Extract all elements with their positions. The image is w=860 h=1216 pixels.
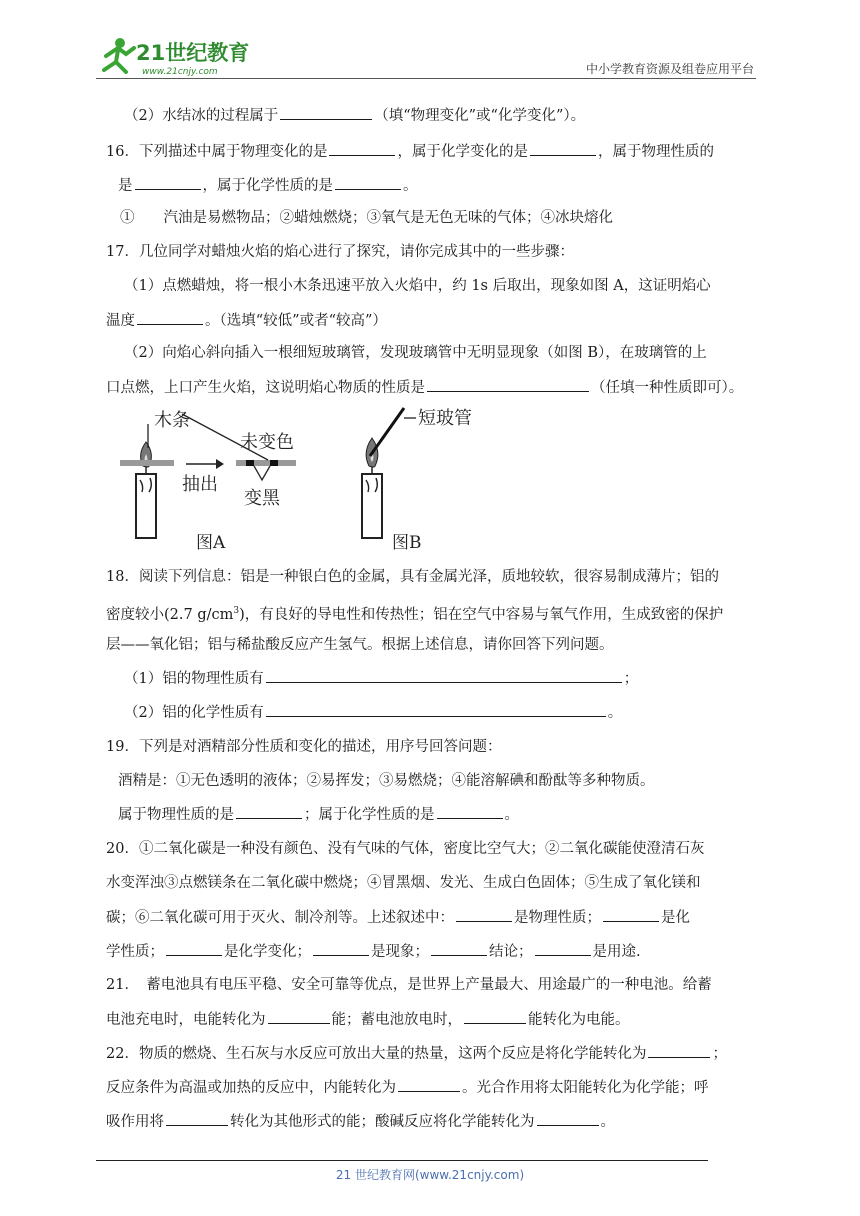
answer-blank[interactable] xyxy=(135,175,201,190)
q22-line2 xyxy=(106,1077,709,1098)
q17-part1-cont xyxy=(106,310,387,331)
q20-text-h: 是用途. xyxy=(592,944,641,960)
q22-text-f: 转化为其他形式的能；酸碱反应将化学能转化为 xyxy=(230,1114,535,1130)
q16-text-b: ，属于化学变化的是 xyxy=(397,144,528,160)
q22-text-e: 吸作用将 xyxy=(106,1114,164,1130)
answer-blank[interactable] xyxy=(266,668,622,683)
q18-line3: 层——氧化铝；铝与稀盐酸反应产生氢气。根据上述信息，请你回答下列问题。 xyxy=(106,637,614,653)
logo-url: www.21cnjy.com xyxy=(142,67,218,77)
q18-density: 密度较小(2.7 g/cm xyxy=(106,606,234,623)
q19-text-c: 。 xyxy=(504,807,519,823)
q20-line3 xyxy=(106,907,690,928)
q17-text-d: （任填一种性质即可）。 xyxy=(591,380,744,396)
q18-part2-end: 。 xyxy=(607,705,623,721)
q17-text-b: 。（选填“较低”或者“较高”） xyxy=(205,313,387,329)
logo-text: 21世纪教育 xyxy=(136,41,250,65)
q18-line2 xyxy=(106,601,723,625)
caption-b: 图B xyxy=(392,533,422,553)
q18-part2 xyxy=(124,702,622,723)
q17-text-a: 温度 xyxy=(106,313,135,329)
q22-text-d: 。光合作用将太阳能转化为化学能；呼 xyxy=(462,1080,709,1096)
q20-text-d: 学性质； xyxy=(106,944,164,960)
wood-stick-before xyxy=(120,460,174,466)
q22-text-g: 。 xyxy=(600,1114,615,1130)
footer-divider xyxy=(96,1160,708,1161)
candle-a xyxy=(136,442,156,538)
answer-blank[interactable] xyxy=(530,141,596,156)
label-pull-out: 抽出 xyxy=(182,474,218,495)
q18-part1 xyxy=(124,668,638,689)
candle-figure xyxy=(120,402,500,554)
answer-blank[interactable] xyxy=(335,175,401,190)
q18-part2-text: （2）铝的化学性质有 xyxy=(124,705,264,721)
q20-line4 xyxy=(106,941,641,962)
answer-blank[interactable] xyxy=(464,1009,526,1024)
q18-part1-text: （1）铝的物理性质有 xyxy=(124,671,264,687)
q16-text-a: 16．下列描述中属于物理变化的是 xyxy=(106,144,328,160)
answer-blank[interactable] xyxy=(266,702,606,717)
q20-text-c: 是化 xyxy=(661,910,690,926)
answer-blank[interactable] xyxy=(431,941,487,956)
superscript-3: 3 xyxy=(233,606,240,616)
q22-text-a: 22．物质的燃烧、生石灰与水反应可放出大量的热量，这两个反应是将化学能转化为 xyxy=(106,1046,647,1062)
answer-blank[interactable] xyxy=(329,141,395,156)
answer-blank[interactable] xyxy=(456,907,512,922)
q21-text-b: 能；蓄电池放电时， xyxy=(331,1012,462,1028)
label-short-tube: 短玻管 xyxy=(418,408,472,429)
caption-a: 图A xyxy=(196,533,226,553)
q19-stem: 19．下列是对酒精部分性质和变化的描述，用序号回答问题： xyxy=(106,739,502,755)
q16-options: ① 汽油是易燃物品；②蜡烛燃烧；③氧气是无色无味的气体；④冰块熔化 xyxy=(120,210,613,226)
q21-text-a: 电池充电时，电能转化为 xyxy=(106,1012,266,1028)
answer-blank[interactable] xyxy=(648,1043,710,1058)
candle-b xyxy=(362,408,404,538)
q16-line1 xyxy=(106,141,714,162)
answer-blank[interactable] xyxy=(166,1111,228,1126)
q22-text-b: ； xyxy=(712,1046,727,1062)
q19-text-b: ；属于化学性质的是 xyxy=(304,807,435,823)
q20-text-a: 碳；⑥二氧化碳可用于灭火、制冷剂等。上述叙述中： xyxy=(106,910,454,926)
q17-part1: （1）点燃蜡烛，将一根小木条迅速平放入火焰中，约 1s 后取出，现象如图 A，这证明焰心 xyxy=(124,278,711,294)
q19-text-a: 属于物理性质的是 xyxy=(118,807,234,823)
answer-blank[interactable] xyxy=(313,941,369,956)
answer-blank[interactable] xyxy=(603,907,659,922)
q16-text-c: ，属于物理性质的 xyxy=(597,144,714,160)
q20-text-b: 是物理性质； xyxy=(514,910,601,926)
q18-text-b: )，有良好的导电性和传热性；铝在空气中容易与氧气作用，生成致密的保护 xyxy=(239,606,724,623)
platform-name: 中小学教育资源及组卷应用平台 xyxy=(585,62,754,76)
answer-blank[interactable] xyxy=(398,1077,460,1092)
q15-part2-text: （2）水结冰的过程属于 xyxy=(124,108,279,124)
q17-part2-cont xyxy=(106,377,743,398)
q18-line1: 18．阅读下列信息：铝是一种银白色的金属，具有金属光泽，质地较软，很容易制成薄片；铝的 xyxy=(106,569,719,585)
q20-line2: 水变浑浊③点燃镁条在二氧化碳中燃烧；④冒黑烟、发光、生成白色固体；⑤生成了氧化镁和 xyxy=(106,875,701,891)
answer-blank[interactable] xyxy=(427,377,589,392)
q17-stem: 17．几位同学对蜡烛火焰的焰心进行了探究，请你完成其中的一些步骤： xyxy=(106,244,574,260)
header-divider xyxy=(96,78,756,79)
label-stick: 木条 xyxy=(154,410,190,431)
q16-text-e: ，属于化学性质的是 xyxy=(202,178,333,194)
runner-icon xyxy=(104,38,134,72)
answer-blank[interactable] xyxy=(236,804,302,819)
q19-info: 酒精是：①无色透明的液体；②易挥发；③易燃烧；④能溶解碘和酚酞等多种物质。 xyxy=(118,773,655,789)
q20-text-f: 是现象； xyxy=(371,944,429,960)
answer-blank[interactable] xyxy=(280,105,372,120)
q22-line1 xyxy=(106,1043,727,1064)
answer-blank[interactable] xyxy=(268,1009,330,1024)
q18-part1-end: ； xyxy=(623,671,639,687)
q22-line3 xyxy=(106,1111,615,1132)
answer-blank[interactable] xyxy=(537,1111,599,1126)
q15-part2-hint: （填“物理变化”或“化学变化”）。 xyxy=(374,108,586,124)
q16-text-d: 是 xyxy=(118,178,133,194)
q20-text-g: 结论； xyxy=(489,944,533,960)
q17-part2: （2）向焰心斜向插入一根细短玻璃管，发现玻璃管中无明显现象（如图 B），在玻璃管的上 xyxy=(124,345,707,361)
q19-answer xyxy=(118,804,519,825)
site-logo xyxy=(96,34,256,80)
answer-blank[interactable] xyxy=(137,310,203,325)
q15-part2 xyxy=(124,105,585,126)
q21-line2 xyxy=(106,1009,630,1030)
arrow-icon xyxy=(186,459,224,469)
q16-line2 xyxy=(118,175,418,196)
q16-text-f: 。 xyxy=(403,178,418,194)
answer-blank[interactable] xyxy=(437,804,503,819)
q22-text-c: 反应条件为高温或加热的反应中，内能转化为 xyxy=(106,1080,396,1096)
q20-line1: 20．①二氧化碳是一种没有颜色、没有气味的气体，密度比空气大；②二氧化碳能使澄清石灰 xyxy=(106,841,705,857)
answer-blank[interactable] xyxy=(535,941,591,956)
q17-text-c: 口点燃，上口产生火焰，这说明焰心物质的性质是 xyxy=(106,380,425,396)
footer-source[interactable]: 21 世纪教育网(www.21cnjy.com) xyxy=(335,1168,525,1182)
q21-text-c: 能转化为电能。 xyxy=(528,1012,630,1028)
answer-blank[interactable] xyxy=(166,941,222,956)
label-blackened: 变黑 xyxy=(244,488,280,509)
label-unchanged: 未变色 xyxy=(240,432,294,453)
q20-text-e: 是化学变化； xyxy=(224,944,311,960)
q21-line1: 21． 蓄电池具有电压平稳、安全可靠等优点，是世界上产量最大、用途最广的一种电池。给蓄 xyxy=(106,977,712,993)
